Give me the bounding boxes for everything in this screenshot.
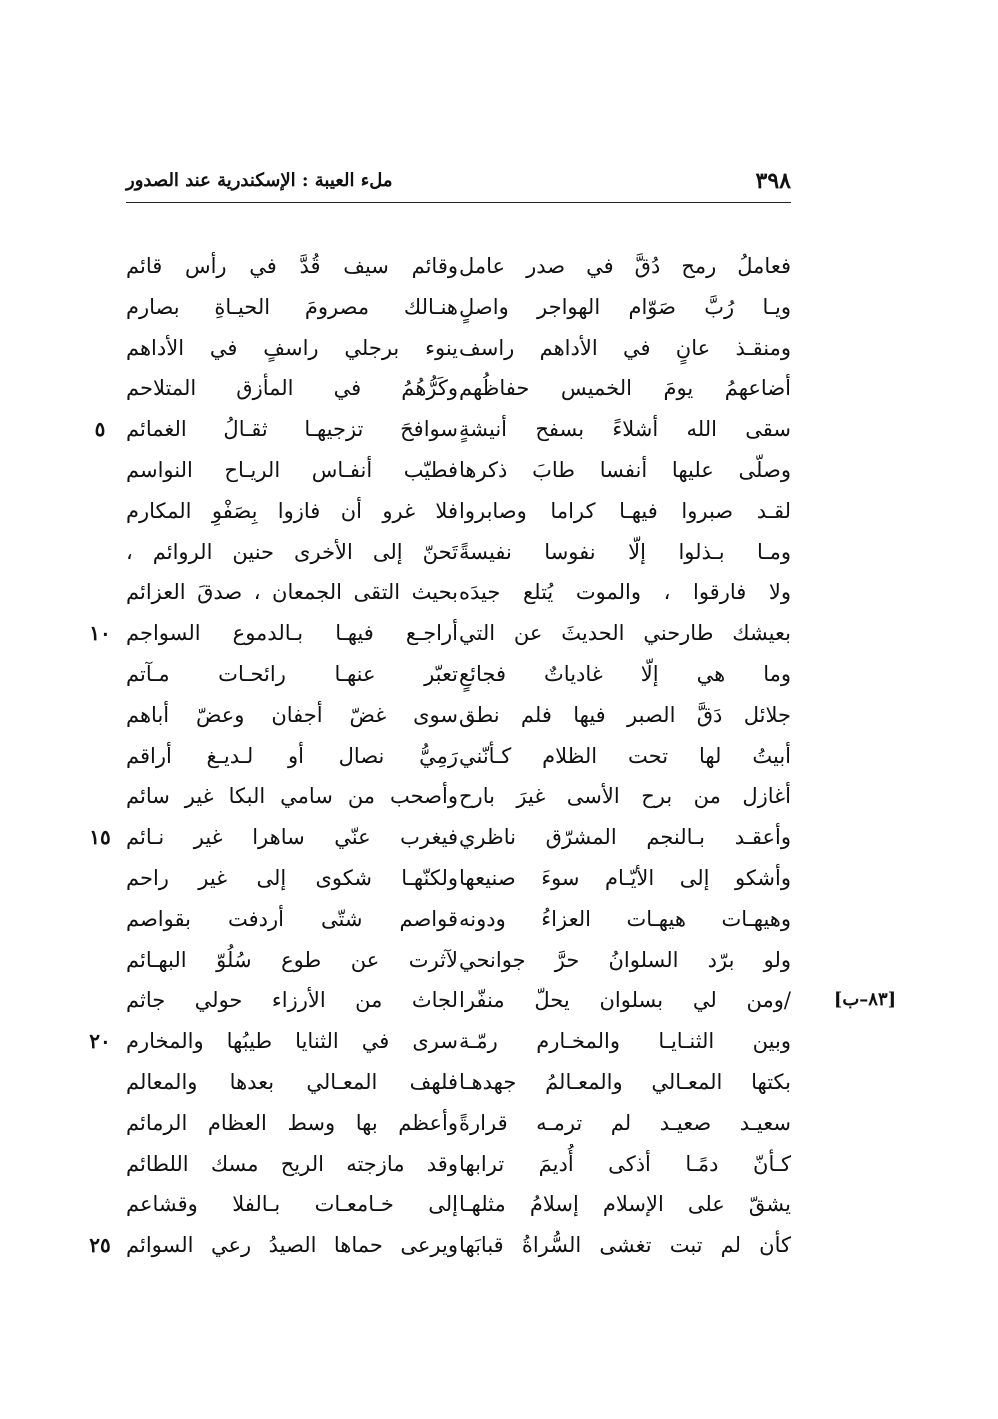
line-number: ١٥ [89, 825, 111, 850]
verse-line [126, 695, 791, 736]
second-hemistich: سوافحَ تزجيهـا ثقـالُ الغمائم [126, 417, 458, 442]
line-number: ١٠ [89, 621, 111, 646]
second-hemistich: لآثرت عن طوع سُلُوّ البهـائم [126, 947, 458, 972]
verse-line [126, 532, 791, 573]
first-hemistich: فعاملُ رمح دُقَّ في صدر عامل [459, 254, 791, 278]
second-hemistich: وقد مازجته الريح مسك اللطائم [126, 1151, 458, 1176]
verse-line [126, 1103, 791, 1144]
first-hemistich: /ومن لي بسلوان يحلّ منفّرا [459, 988, 791, 1013]
second-hemistich: لجاث من الأرزاء حولي جاثم [126, 988, 458, 1013]
first-hemistich: وبين الثنـايـا والمخـارم رمّـة [459, 1029, 791, 1054]
second-hemistich: رَمِيُّ نصال أو لـديـغ أراقم [126, 743, 458, 768]
second-hemistich: فلا غرو أن فازوا بِصَفْوِ المكارم [126, 498, 458, 523]
second-hemistich: وقائم سيف قُدَّ في رأس قائم [126, 254, 458, 278]
first-hemistich: ولو برّد السلوانُ حرَّ جوانحي [459, 947, 791, 972]
second-hemistich: قواصم شتّى أردفت بقواصم [126, 906, 458, 931]
line-number: ٢٥ [89, 1233, 111, 1258]
first-hemistich: يشقّ على الإسلام إسلامُ مثلهـا [459, 1192, 791, 1217]
second-hemistich: تعبّر عنهـا رائحـات مـآتم [126, 661, 458, 686]
first-hemistich: ومـا بـذلوا إلّا نفوسا نفيسةً [459, 539, 791, 564]
line-number: ٥ [94, 417, 106, 442]
verse-line [126, 980, 897, 1021]
first-hemistich: بعيشك طارحني الحديثَ عن التي [459, 621, 791, 646]
verse-line [126, 1184, 791, 1225]
second-hemistich: ويرعى حماها الصيدُ رعي السوائم [126, 1233, 458, 1258]
verse-line [89, 1225, 791, 1266]
first-hemistich: كأن لم تبت تغشى السُّراةُ قبابَها [459, 1233, 791, 1258]
first-hemistich: بكتها المعـالي والمعـالمُ جهدهـا [459, 1069, 791, 1094]
second-hemistich: تَحنّ إلى الأخرى حنين الروائم ، [126, 539, 458, 564]
first-hemistich: وهيهـات هيهـات العزاءُ ودونه [459, 906, 791, 931]
verse-line [89, 1021, 791, 1062]
first-hemistich: أضاعهمُ يومَ الخميس حفاظُهم [459, 376, 791, 401]
first-hemistich: سقى الله أشلاءً بسفح أنيشةٍ [459, 417, 791, 442]
second-hemistich: فيغرب عنّي ساهرا غير نـائم [126, 825, 458, 850]
page-number: ٣٩٨ [755, 168, 791, 194]
verse-line [89, 613, 791, 654]
first-hemistich: جلائل دَقَّ الصبر فيها فلم نطق [459, 702, 791, 727]
first-hemistich: كـأنّ دمًـا أذكى أُديمَ ترابها [459, 1151, 791, 1176]
first-hemistich: ولا فارقوا ، والموت يُتلع جيدَه [459, 580, 791, 605]
verse-line [94, 409, 791, 450]
first-hemistich: أغازل من برح الأسى غيرَ بارح [459, 784, 791, 809]
verse-line [126, 940, 791, 981]
second-hemistich: وكَرُّهُمُ في المأزق المتلاحم [126, 376, 458, 401]
second-hemistich: إلى خـامعـات بـالفلا وقشاعم [126, 1192, 458, 1217]
first-hemistich: وأعقـد بـالنجم المشرّق ناظري [459, 825, 791, 850]
verse-line [126, 491, 791, 532]
first-hemistich: ومنقـذ عانٍ في الأداهم راسف [459, 335, 791, 360]
verse-line [126, 736, 791, 777]
first-hemistich: ويـا رُبَّ صَوّام الهواجر واصلٍ [459, 294, 791, 319]
second-hemistich: سرى في الثنايا طيبُها والمخارم [126, 1029, 458, 1054]
second-hemistich: هنـالك مصرومَ الحيـاةِ بصارم [126, 294, 458, 319]
second-hemistich: ولكنّهـا شكوى إلى غير راحم [126, 865, 458, 890]
line-number: ٢٠ [89, 1029, 111, 1054]
second-hemistich: وأعظم بها وسط العظام الرمائم [126, 1110, 458, 1135]
second-hemistich: أراجـع فيهـا بـالدموع السواجم [126, 621, 458, 646]
first-hemistich: أبيتُ لها تحت الظلام كـأنّني [459, 743, 791, 768]
verse-line [126, 287, 791, 328]
first-hemistich: وأشكو إلى الأيّـام سوءَ صنيعها [459, 865, 791, 890]
verse-line [126, 450, 791, 491]
second-hemistich: بحيث التقى الجمعان ، صدقَ العزائم [126, 580, 458, 605]
second-hemistich: وأصحب من سامي البكا غير سائم [126, 784, 458, 809]
verse-line [89, 817, 791, 858]
first-hemistich: لقـد صبروا فيهـا كراما وصابروا [459, 498, 791, 523]
verse-line [126, 328, 791, 369]
header-rule [126, 202, 791, 203]
running-title: ملء العيبة : الإسكندرية عند الصدور [126, 170, 393, 191]
verse-line [126, 1144, 791, 1185]
first-hemistich: سعيـد صعيـد لم ترمـه قرارةً [459, 1110, 791, 1135]
second-hemistich: فطيّب أنفـاس الريـاح النواسم [126, 457, 458, 482]
second-hemistich: فلهف المعـالي بعدها والمعالم [126, 1069, 458, 1094]
verse-line [126, 899, 791, 940]
poem-body [89, 246, 897, 1266]
verse-line [126, 572, 791, 613]
page-header [126, 166, 791, 196]
second-hemistich: سوى غضّ أجفان وعضّ أباهم [126, 702, 458, 727]
verse-line [126, 654, 791, 695]
first-hemistich: وما هي إلّا غادياتٌ فجائعٍ [459, 661, 791, 686]
first-hemistich: وصلّى عليها أنفسا طابَ ذكرها [459, 457, 791, 482]
verse-line [126, 858, 791, 899]
second-hemistich: ينوء برجلي راسفٍ في الأداهم [126, 335, 458, 360]
verse-line [126, 246, 791, 287]
verse-line [126, 368, 791, 409]
verse-line [126, 776, 791, 817]
verse-line [126, 1062, 791, 1103]
folio-marker: [٨٣–ب] [833, 989, 897, 1011]
